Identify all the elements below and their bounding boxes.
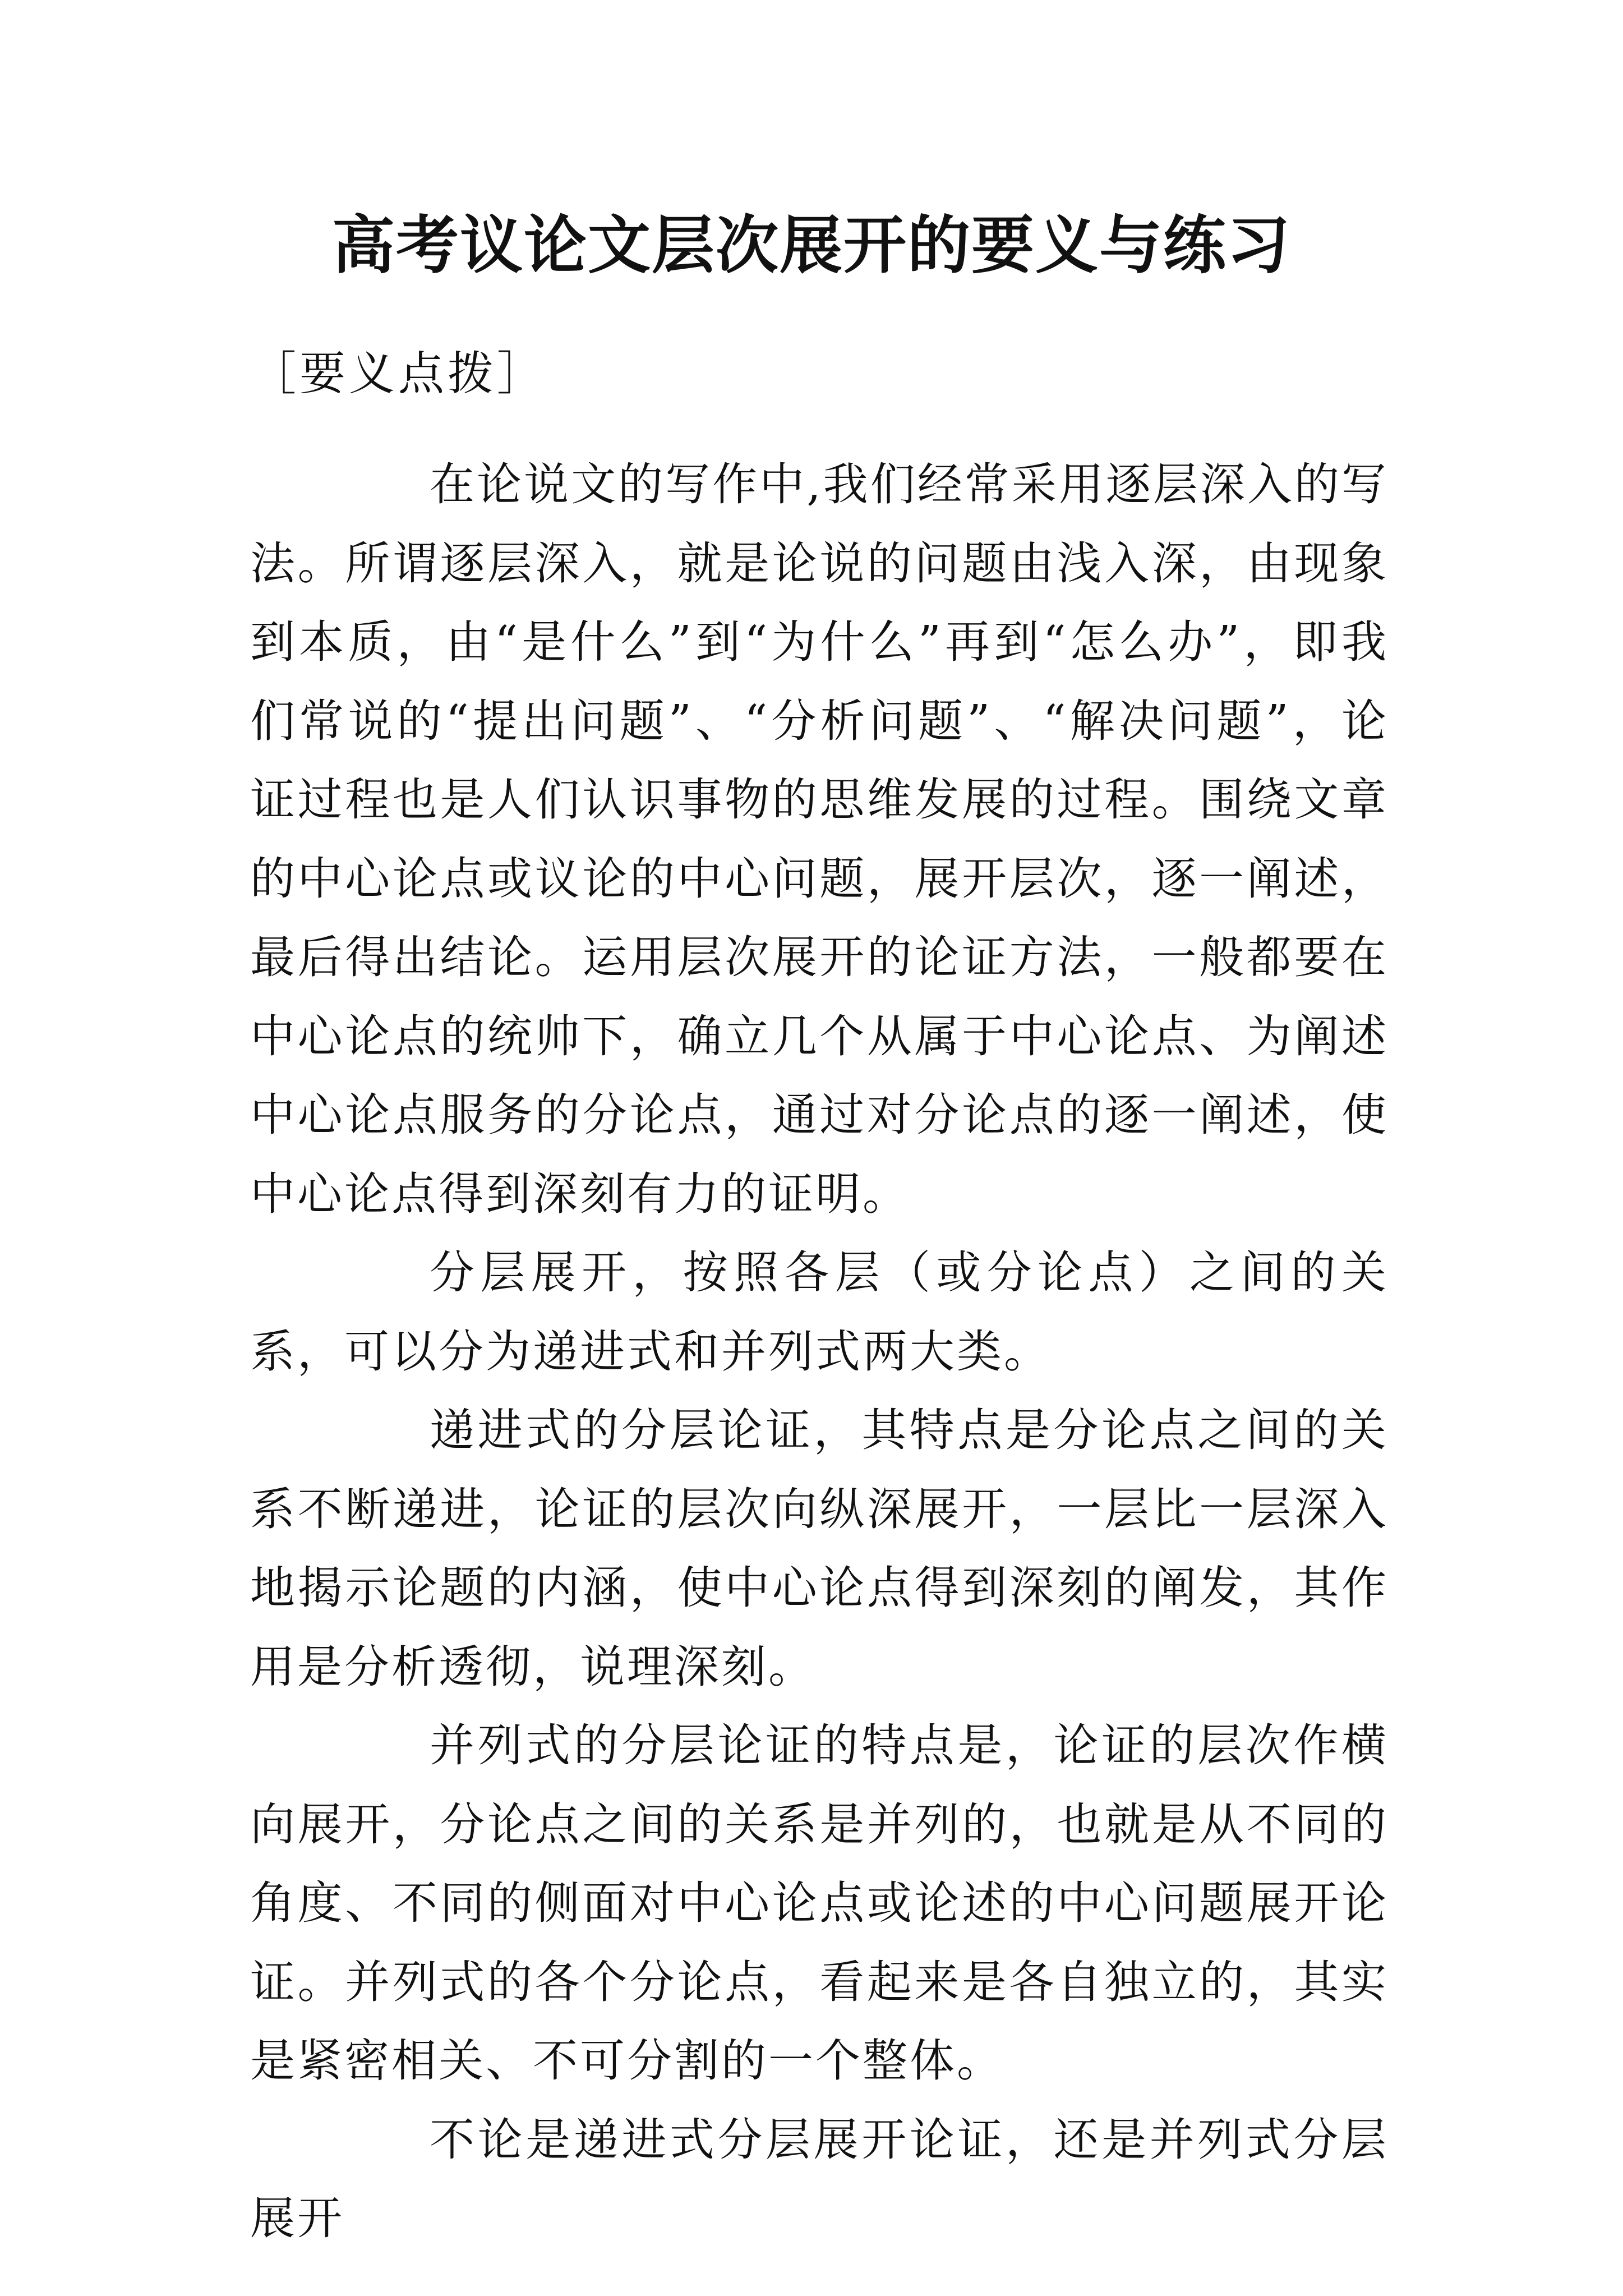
section-heading: ［要义点拨］ [250,347,547,401]
document-body [250,445,1389,2258]
paragraph-progressive: 递进式的分层论证，其特点是分论点之间的关系不断递进，论证的层次向纵深展开，一层比一层深入地揭示论题的内涵，使中心论点得到深刻的阐发，其作用是分析透彻，说理深刻。 [250,1404,1389,1693]
paragraph-conclusion-start: 不论是递进式分层展开论证，还是并列式分层展开 [250,2113,1389,2244]
document-title: 高考议论文层次展开的要义与练习 [332,209,1291,282]
paragraph-parallel: 并列式的分层论证的特点是，论证的层次作横向展开，分论点之间的关系是并列的，也就是从不同的角度、不同的侧面对中心论点或论述的中心问题展开论证。并列式的各个分论点，看起来是各自独立的，其实是紧密相关、不可分割的一个整体。 [250,1719,1389,2087]
paragraph-layer-types: 分层展开，按照各层（或分论点）之间的关系，可以分为递进式和并列式两大类。 [250,1246,1389,1378]
paragraph-intro: 在论说文的写作中,我们经常采用逐层深入的写法。所谓逐层深入，就是论说的问题由浅入深，由现象到本质，由“是什么”到“为什么”再到“怎么办”，即我们常说的“提出问题”、“分析问题”、“解决问题”，论证过程也是人们认识事物的思维发展的过程。围绕文章的中心论点或议论的中心问题，展开层次，逐一阐述，最后得出结论。运用层次展开的论证方法，一般都要在中心论点的统帅下，确立几个从属于中心论点、为阐述中心论点服务的分论点，通过对分论点的逐一阐述，使中心论点得到深刻有力的证明。 [250,458,1389,1220]
